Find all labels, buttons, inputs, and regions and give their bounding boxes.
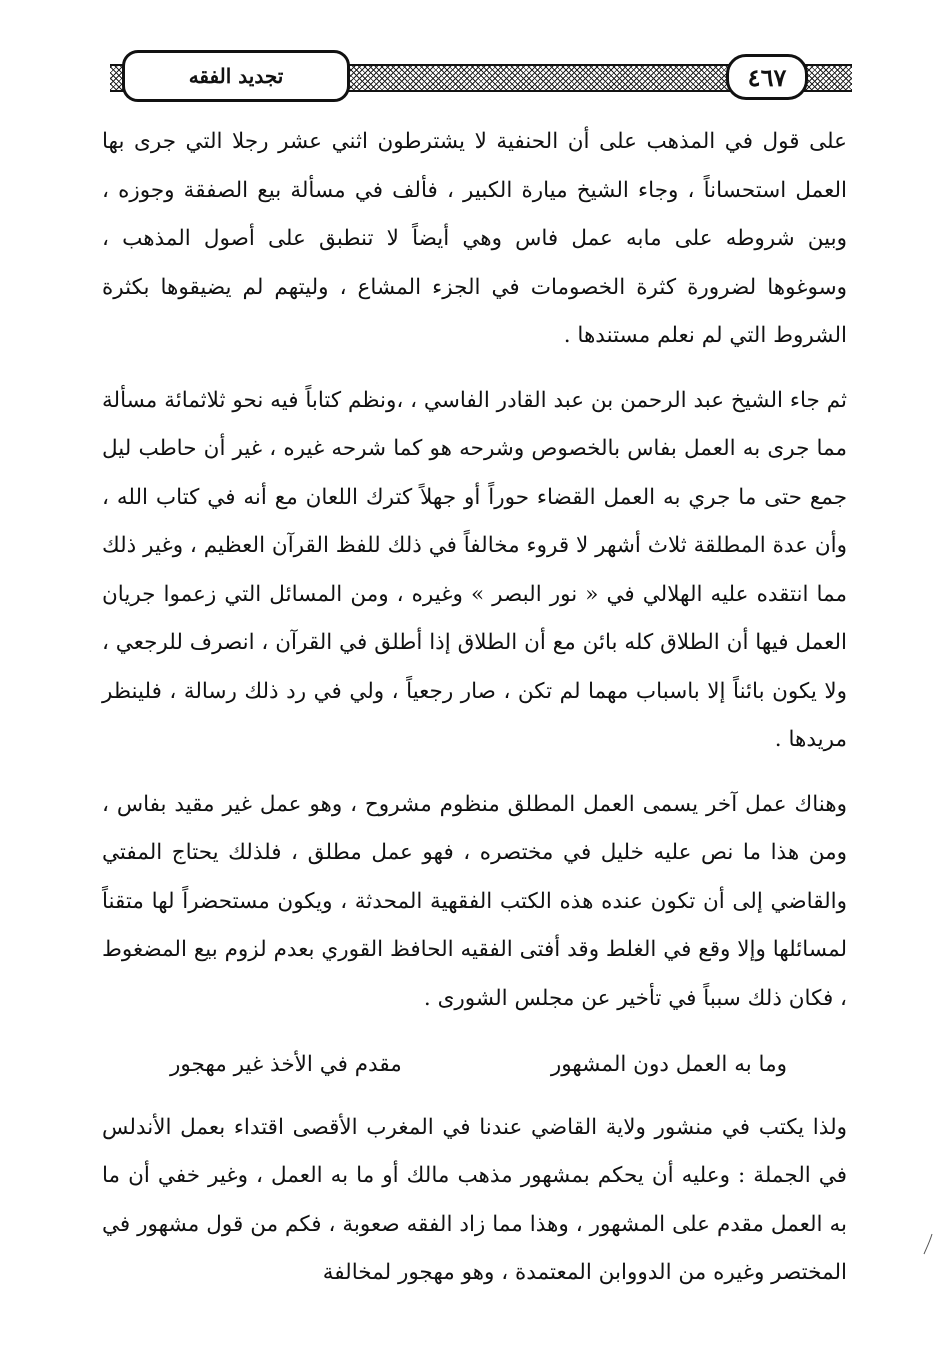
book-title: تجديد الفقه: [188, 64, 284, 88]
book-title-box: [122, 50, 350, 102]
paragraph-4: ولذا يكتب في منشور ولاية القاضي عندنا في المغرب الأقصى اقتداء بعمل الأندلس في الجملة : وعليه أن يحكم بمشهور مذهب مالك أو ما به العمل ، وغير خفي أن ما به العمل مقدم على المشهور ، وهذا مما زاد الفقه صعوبة ، فكم من قول مشهور في المختصر وغيره من الدووابن المعتمدة ، وهو مهجور لمخالفة: [102, 1114, 847, 1285]
verse-second-hemistich: مقدم في الأخذ غير مهجور: [170, 1052, 402, 1077]
verse-first-hemistich: وما به العمل دون المشهور: [550, 1052, 787, 1077]
verse-line: [102, 1041, 847, 1090]
paragraph-1: على قول في المذهب على أن الحنفية لا يشترطون اثني عشر رجلا التي جرى بها العمل استحساناً ، وجاء الشيخ ميارة الكبير ، فألف في مسألة بيع الصفقة وجوزه ، وبين شروطه على مابه عمل فاس وهي أيضاً لا تنطبق على أصول المذهب ، وسوغوها لضرورة كثرة الخصومات في الجزء المشاع ، وليتهم لم يضيقوها بكثرة الشروط التي لم نعلم مستندها .: [102, 129, 847, 348]
page-number-box: [726, 54, 808, 100]
page-body: [102, 118, 847, 1298]
margin-pen-mark: [922, 1233, 934, 1255]
page-number: ٤٦٧: [747, 62, 787, 92]
paragraph-2: ثم جاء الشيخ عبد الرحمن بن عبد القادر الفاسي ، ،ونظم كتاباً فيه نحو ثلاثمائة مسألة مما جرى به العمل بفاس بالخصوص وشرحه هو كما شرحه غيره ، غير أن حاطب ليل جمع حتى ما جري به العمل القضاء حوراً أو جهلاً كترك اللعان مع أنه في كتاب الله ، وأن عدة المطلقة ثلاث أشهر لا قروء مخالفاً في ذلك للفظ القرآن العظيم ، وغير ذلك مما انتقده عليه الهلالي في « نور البصر » وغيره ، ومن المسائل التي زعموا جريان العمل فيها أن الطلاق كله بائن مع أن الطلاق إذا أطلق في القرآن ، انصرف للرجعي ، ولا يكون بائناً إلا باسباب مهما لم تكن ، صار رجعياً ، ولي في رد ذلك رسالة ، فلينظر مريدها .: [102, 387, 847, 752]
running-header: [110, 44, 852, 104]
paragraph-3: وهناك عمل آخر يسمى العمل المطلق منظوم مشروح ، وهو عمل غير مقيد بفاس ، ومن هذا ما نص عليه خليل في مختصره ، فهو عمل مطلق ، فلذلك يحتاج المفتي والقاضي إلى أن تكون عنده هذه الكتب الفقهية المحدثة ، ويكون مستحضراً لها متقناً لمسائلها وإلا وقع في الغلط وقد أفتى الفقيه الحافظ القوري بعدم لزوم بيع المضغوط ، فكان ذلك سبباً في تأخير عن مجلس الشورى .: [102, 791, 847, 1011]
